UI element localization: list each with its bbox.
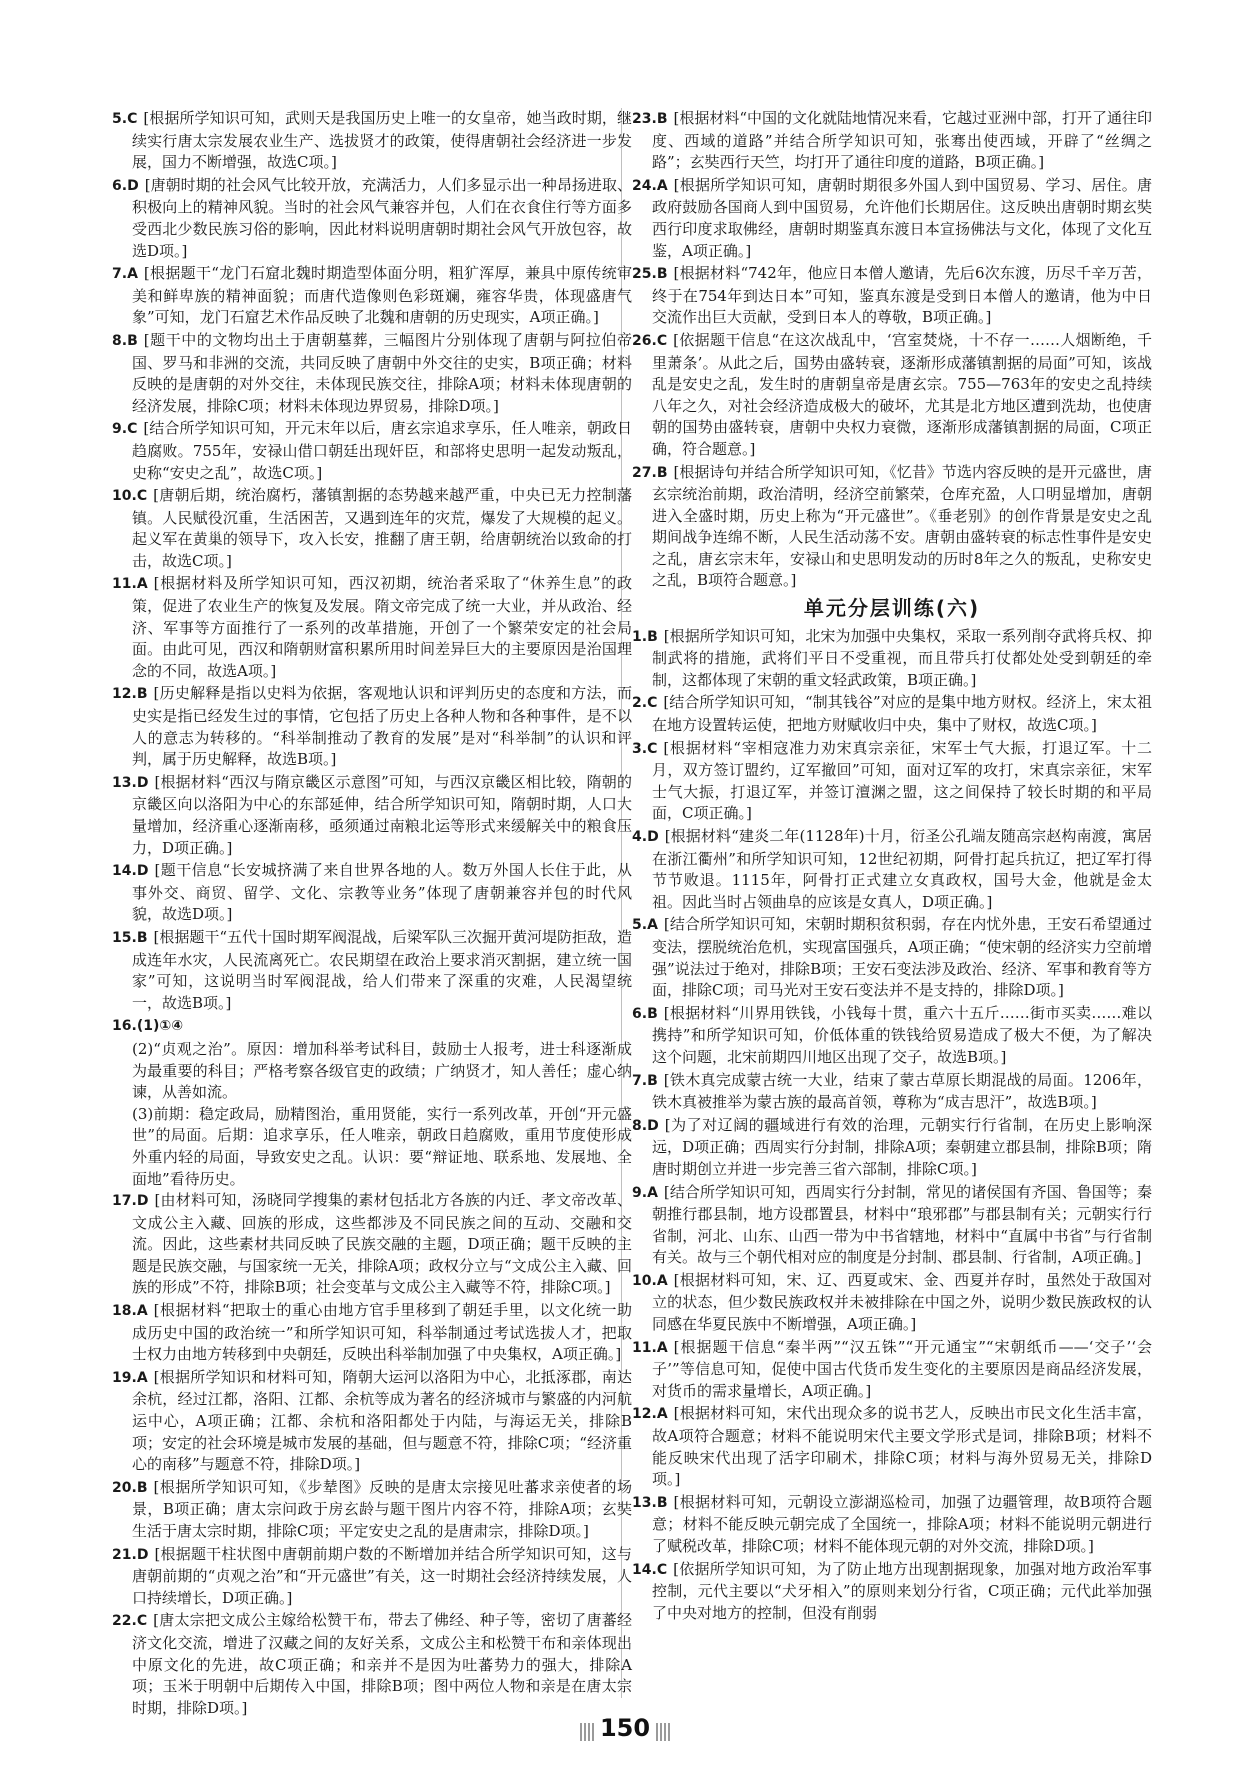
- answer-entry: [632, 175, 1152, 262]
- answer-choice: D: [647, 1117, 659, 1134]
- question-number: 5.: [632, 917, 648, 934]
- explanation-text: [根据材料“把取士的重心由地方官手里移到了朝廷手里，以文化统一助成历史中国的政治统一”和所学知识可知，科举制通过考试选拔人才，把取士权力由地方转移到中央朝廷，反映出科举制加强了中央集权，A项正确。]: [132, 1301, 632, 1364]
- answer-choice: D: [136, 863, 149, 880]
- answer-entry: [112, 1190, 632, 1299]
- question-number: 3.: [632, 740, 648, 757]
- answer-entry: [632, 1070, 1152, 1114]
- answer-entry: [632, 1559, 1152, 1625]
- explanation-text: [唐太宗把文成公主嫁给松赞干布，带去了佛经、种子等，密切了唐蕃经济文化交流，增进了汉藏之间的友好关系，文成公主和松赞干布和亲体现出中原文化的先进，故C项正确；和亲并不是因为吐蕃势力的强大，排除A项；玉米于明朝中后期传入中国，排除B项；图中两位人物和亲是在唐太宗时期，排除D项。]: [132, 1611, 632, 1717]
- answer-choice: A: [656, 1339, 668, 1356]
- answer-entry: [632, 1115, 1152, 1181]
- answer-choice: C: [127, 111, 138, 127]
- answer-choice: A: [656, 1406, 668, 1423]
- answer-entry: [112, 418, 632, 484]
- explanation-text: [根据材料“建炎二年(1128年)十月，衍圣公孔端友随高宗赵构南渡，寓居在浙江衢州”和所学知识可知，12世纪初期，阿骨打起兵抗辽，把辽军打得节节败退。1115年，阿骨打正式建立女真政权，国号大金，他就是金太祖。因此当时占领曲阜的应该是女真人，D项正确。]: [652, 827, 1152, 911]
- question-number: 2.: [632, 695, 648, 712]
- answer-entry: [632, 914, 1152, 1001]
- sub-answer: (2)“贞观之治”。原因：增加科举考试科目，鼓励士人报考，进士科逐渐成为最重要的科目；严格考察各级官吏的政绩；广纳贤才，知人善任；虚心纳谏，从善如流。: [132, 1039, 632, 1102]
- answer-choice: A: [647, 917, 658, 934]
- explanation-text: [根据材料“川界用铁钱，小钱每十贯，重六十五斤……街市买卖……难以携持”和所学知识可知，价低体重的铁钱给贸易造成了极大不便，为了解决这个问题，北宋前期四川地区出现了交子，故选B项。]: [652, 1003, 1152, 1066]
- question-number: 8.: [632, 1117, 648, 1134]
- explanation-text: [依据所学知识可知，为了防止地方出现割据现象，加强对地方政治军事控制，元代主要以“犬牙相入”的原则来划分行省，C项正确；元代此举加强了中央对地方的控制，但没有削弱: [652, 1559, 1152, 1622]
- answer-choice: B: [656, 1494, 668, 1511]
- explanation-text: [根据所学知识可知，《步辇图》反映的是唐太宗接见吐蕃求亲使者的场景，B项正确；唐太宗问政于房玄龄与题干图片内容不符，排除A项；玄奘生活于唐太宗时期，排除C项；平定安史之乱的是唐肃宗，排除D项。]: [132, 1477, 632, 1540]
- question-number: 7.: [632, 1072, 648, 1089]
- explanation-text: [由材料可知，汤晓同学搜集的素材包括北方各族的内迁、孝文帝改革、文成公主入藏、回族的形成，这些都涉及不同民族之间的互动、交融和交流。因此，这些素材共同反映了民族交融的主题，D项正确；题干反映的主题是民族交融，与国家统一无关，排除A项；政权分立与“文成公主入藏、回族的形成”不符，排除B项；社会变革与文成公主入藏等不符，排除C项。]: [132, 1191, 632, 1297]
- answer-entry: [632, 462, 1152, 593]
- question-number: 10.: [632, 1272, 657, 1289]
- explanation-text: [根据所学知识可知，北宋为加强中央集权，采取一系列削夺武将兵权、抑制武将的措施，武将们平日不受重视，而且带兵打仗都处处受到朝廷的牵制，这都体现了宋朝的重文轻武政策，B项正确。]: [652, 626, 1152, 689]
- page-number-footer: [0, 1714, 1250, 1742]
- answer-choice: D: [136, 1193, 149, 1210]
- answer-choice: A: [136, 576, 148, 593]
- explanation-text: [根据所学知识可知，武则天是我国历史上唯一的女皇帝，她当政时期，继续实行唐太宗发展农业生产、选拔贤才的政策，使得唐朝社会经济进一步发展，国力不断增强，故选C项。]: [132, 109, 632, 172]
- explanation-text: [根据题干柱状图中唐朝前期户数的不断增加并结合所学知识可知，这与唐朝前期的“贞观之治”和“开元盛世”有关，这一时期社会经济持续发展，人口持续增长，D项正确。]: [132, 1544, 632, 1607]
- answer-entry: [112, 772, 632, 859]
- answer-entry: [632, 626, 1152, 692]
- question-number: 25.: [632, 266, 657, 283]
- answer-entry: [112, 485, 632, 572]
- question-number: 21.: [112, 1546, 137, 1563]
- explanation-text: [根据诗句并结合所学知识可知，《忆昔》节选内容反映的是开元盛世，唐玄宗统治前期，政治清明，经济空前繁荣，仓库充盈，人口明显增加，唐朝进入全盛时期，历史上称为“开元盛世”。《垂老别》的创作背景是安史之乱期间战争连绵不断，人民生活动荡不安。唐朝由盛转衰的标志性事件是安史之乱，唐玄宗末年，安禄山和史思明发动的历时8年之久的叛乱，史称安史之乱，B项符合题意。]: [652, 462, 1152, 590]
- answer-choice: C: [656, 1561, 668, 1578]
- answer-entry: [632, 692, 1152, 736]
- answer-entry: [632, 1003, 1152, 1069]
- question-number: 5.: [112, 111, 128, 127]
- question-number: 15.: [112, 929, 137, 946]
- answer-choice: (1)①④: [136, 1018, 184, 1035]
- answer-choice: D: [136, 1546, 149, 1563]
- question-number: 1.: [632, 628, 648, 645]
- explanation-text: [根据所学知识和材料可知，隋朝大运河以洛阳为中心，北抵涿郡，南达余杭，经过江都，洛阳、江都、余杭等成为著名的经济城市与繁盛的内河航运中心，A项正确；江都、余杭和洛阳都处于内陆，与海运无关，排除B项；安定的社会环境是城市发展的基础，但与题意不符，排除C项；“经济重心的南移”与题意不符，排除D项。]: [132, 1367, 632, 1474]
- answer-choice: B: [127, 332, 138, 349]
- answer-entry: [112, 573, 632, 682]
- question-number: 6.: [112, 177, 128, 194]
- answer-entry: [632, 263, 1152, 329]
- right-column-top-entries: [632, 108, 1152, 592]
- page-ornament-left-icon: [580, 1723, 594, 1741]
- question-number: 24.: [632, 177, 657, 194]
- explanation-text: [根据材料“宰相寇准力劝宋真宗亲征，宋军士气大振，打退辽军。十二月，双方签订盟约，辽军撤回”可知，面对辽军的攻打，宋真宗亲征，宋军士气大振，打退辽军，并签订澶渊之盟，这之间保持了较长时期的和平局面，C项正确。]: [652, 738, 1152, 823]
- answer-entry: [632, 1337, 1152, 1403]
- answer-entry: [112, 330, 632, 417]
- explanation-text: [根据材料“742年，他应日本僧人邀请，先后6次东渡，历尽千辛万苦，终于在754年到达日本”可知，鉴真东渡是受到日本僧人的邀请，他为中日交流作出巨大贡献，受到日本人的尊敬，B项正确。]: [652, 264, 1152, 327]
- explanation-text: [结合所学知识可知，宋朝时期积贫积弱，存在内忧外患，王安石希望通过变法，摆脱统治危机，实现富国强兵，A项正确；“使宋朝的经济实力空前增强”说法过于绝对，排除B项；王安石变法涉及政治、经济、军事和教育等方面，排除C项；司马光对王安石变法并不是支持的，排除D项。]: [652, 915, 1152, 1000]
- question-number: 9.: [632, 1184, 648, 1201]
- answer-choice: D: [647, 829, 659, 845]
- question-number: 27.: [632, 464, 657, 481]
- question-number: 14.: [632, 1561, 657, 1578]
- section-title: 单元分层训练(六): [803, 596, 981, 621]
- page-ornament-right-icon: [656, 1723, 670, 1741]
- answer-choice: A: [656, 1272, 668, 1289]
- question-number: 16.: [112, 1018, 137, 1035]
- answer-entry: [632, 738, 1152, 825]
- explanation-text: [根据材料“中国的文化就陆地情况来看，它越过亚洲中部，打开了通往印度、西域的道路”并结合所学知识可知，张骞出使西域，开辟了“丝绸之路”；玄奘西行天竺，均打开了通往印度的道路，B项正确。]: [652, 109, 1153, 172]
- answer-entry: [112, 175, 632, 262]
- explanation-text: [根据材料可知，宋、辽、西夏或宋、金、西夏并存时，虽然处于敌国对立的状态，但少数民族政权并未被排除在中国之外，说明少数民族政权的认同感在华夏民族中不断增强，A项正确。]: [652, 1270, 1152, 1334]
- explanation-text: [依据题干信息“在这次战乱中，‘宫室焚烧，十不存一……人烟断绝，千里萧条’。从此之后，国势由盛转衰，逐渐形成藩镇割据的局面”可知，该战乱是安史之乱，发生时的唐朝皇帝是唐玄宗。755—763年的安史之乱持续八年之久，对社会经济造成极大的破坏，尤其是北方地区遭到洗劫，也使唐朝的国势由盛转衰，唐朝中央权力衰微，逐渐形成藩镇割据的局面，C项正确，符合题意。]: [652, 330, 1152, 458]
- question-number: 11.: [112, 576, 137, 593]
- answer-choice: A: [136, 1369, 148, 1386]
- question-number: 10.: [112, 488, 137, 505]
- answer-entry: [632, 1270, 1152, 1336]
- explanation-text: [根据材料“西汉与隋京畿区示意图”可知，与西汉京畿区相比较，隋朝的京畿区向以洛阳为中心的东部延伸，结合所学知识可知，隋朝时期，人口大量增加，经济重心逐渐南移，亟须通过南粮北运等形式来缓解关中的粮食压力，D项正确。]: [132, 772, 632, 857]
- answer-entry: [112, 108, 632, 174]
- answer-choice: B: [136, 686, 148, 703]
- answer-choice: D: [127, 177, 139, 194]
- answer-choice: C: [647, 695, 658, 712]
- explanation-text: [唐朝时期的社会风气比较开放，充满活力，人们多显示出一种昂扬进取、积极向上的精神风貌。当时的社会风气兼容并包，人们在衣食住行等方面多受西北少数民族习俗的影响，因此材料说明唐朝时期社会风气开放包容，故选D项。]: [132, 175, 632, 260]
- answer-choice: B: [656, 266, 668, 283]
- answer-choice: C: [136, 488, 148, 505]
- left-column: [112, 108, 632, 1720]
- question-number: 22.: [112, 1613, 137, 1630]
- question-number: 26.: [632, 332, 657, 349]
- answer-choice: A: [136, 1303, 148, 1320]
- answer-choice: A: [647, 1184, 658, 1201]
- explanation-text: [根据题干“龙门石窟北魏时期造型体面分明，粗犷浑厚，兼具中原传统审美和鲜卑族的精神面貌；而唐代造像则色彩斑斓，雍容华贵，体现盛唐气象”可知，龙门石窟艺术作品反映了北魏和唐朝的历史现实，A项正确。]: [132, 264, 632, 327]
- answer-entry: [112, 1544, 632, 1610]
- answer-choice: B: [647, 1072, 658, 1089]
- question-number: 7.: [112, 266, 128, 283]
- answer-choice: B: [647, 1005, 658, 1022]
- explanation-text: [铁木真完成蒙古统一大业，结束了蒙古草原长期混战的局面。1206年，铁木真被推举为蒙古族的最高首领，尊称为“成吉思汗”，故选B项。]: [652, 1070, 1152, 1112]
- page-number: 150: [599, 1714, 651, 1742]
- explanation-text: [结合所学知识可知，西周实行分封制，常见的诸侯国有齐国、鲁国等；秦朝推行郡县制，地方设郡置县，材料中“琅邪郡”与郡县制有关；元朝实行行省制，河北、山东、山西一带为中书省辖地，材料中“直属中书省”与行省制有关。故与三个朝代相对应的制度是分封制、郡县制、行省制，A项正确。]: [652, 1182, 1152, 1267]
- explanation-text: [题干中的文物均出土于唐朝墓葬，三幅图片分别体现了唐朝与阿拉伯帝国、罗马和非洲的交流，共同反映了唐朝中外交往的史实，B项正确；材料反映的是唐朝的对外交往，未体现民族交往，排除A项；材料未体现唐朝的经济发展，排除C项；材料未体现边界贸易，排除D项。]: [132, 330, 632, 415]
- answer-entry: [112, 1300, 632, 1366]
- answer-choice: C: [647, 740, 658, 757]
- answer-entry: [112, 927, 632, 1014]
- explanation-text: [根据所学知识可知，唐朝时期很多外国人到中国贸易、学习、居住。唐政府鼓励各国商人到中国贸易，允许他们长期居住。这反映出唐朝时期玄奘西行印度求取佛经，唐朝时期鉴真东渡日本宣扬佛法与文化，体现了文化互鉴，A项正确。]: [652, 175, 1152, 260]
- answer-entry: [112, 1477, 632, 1543]
- question-number: 18.: [112, 1303, 137, 1320]
- answer-choice: A: [656, 177, 668, 194]
- explanation-text: [根据题干信息“秦半两”“汉五铢”“开元通宝”“宋朝纸币——‘交子’‘会子’”等信息可知，促使中国古代货币发生变化的主要原因是商品经济发展，对货币的需求量增长，A项正确。]: [652, 1337, 1152, 1400]
- explanation-text: [历史解释是指以史料为依据，客观地认识和评判历史的态度和方法，而史实是指已经发生过的事情，它包括了历史上各种人物和各种事件，是不以人的意志为转移的。“科举制推动了教育的发展”是对“科举制”的认识和评判，属于历史解释，故选B项。]: [132, 684, 632, 769]
- explanation-text: [根据题干“五代十国时期军阀混战，后梁军队三次掘开黄河堤防拒敌，造成连年水灾，人民流离死亡。农民期望在政治上要求消灭割据，建立统一国家”可知，这说明当时军阀混战，给人们带来了深重的灾难，人民渴望统一，故选B项。]: [132, 927, 633, 1012]
- answer-choice: C: [656, 332, 668, 349]
- answer-entry: [112, 1610, 632, 1719]
- explanation-text: [结合所学知识可知，开元末年以后，唐玄宗追求享乐，任人唯亲，朝政日趋腐败。755年，安禄山借口朝廷出现奸臣，和部将史思明一起发动叛乱，史称“安史之乱”，故选C项。]: [132, 419, 632, 482]
- answer-choice: A: [127, 266, 138, 283]
- answer-choice: C: [136, 1613, 148, 1630]
- answer-choice: D: [136, 774, 149, 791]
- question-number: 23.: [632, 111, 657, 127]
- explanation-text: [题干信息“长安城挤满了来自世界各地的人。数万外国人长住于此，从事外交、商贸、留学、文化、宗教等业务”体现了唐朝兼容并包的时代风貌，故选D项。]: [132, 861, 632, 924]
- question-number: 6.: [632, 1005, 648, 1022]
- answer-entry: [112, 860, 632, 926]
- question-number: 11.: [632, 1339, 657, 1356]
- answer-entry: [112, 1367, 632, 1476]
- explanation-text: [唐朝后期，统治腐朽，藩镇割据的态势越来越严重，中央已无力控制藩镇。人民赋役沉重，生活困苦，又遇到连年的灾荒，爆发了大规模的起义。起义军在黄巢的领导下，攻入长安，推翻了唐王朝，给唐朝统治以致命的打击，故选C项。]: [132, 486, 632, 570]
- question-number: 14.: [112, 863, 137, 880]
- answer-entry: [632, 826, 1152, 913]
- question-number: 8.: [112, 332, 128, 349]
- sub-answer: (3)前期：稳定政局，励精图治，重用贤能，实行一系列改革，开创“开元盛世”的局面。后期：追求享乐，任人唯亲，朝政日趋腐败，重用节度使形成外重内轻的局面，导致安史之乱。认识：要“辩证地、联系地、发展地、全面地”看待历史。: [132, 1104, 632, 1188]
- question-number: 17.: [112, 1193, 137, 1210]
- answer-choice: B: [656, 111, 668, 127]
- answer-entry: [632, 330, 1152, 461]
- answer-choice: B: [136, 1479, 148, 1496]
- right-column-bottom-entries: [632, 626, 1152, 1625]
- question-number: 9.: [112, 421, 128, 438]
- right-column: [632, 108, 1152, 1625]
- answer-choice: B: [656, 464, 668, 481]
- question-number: 4.: [632, 829, 648, 845]
- answer-choice: B: [136, 929, 148, 946]
- answer-entry: [112, 1015, 632, 1038]
- answer-entry: [632, 108, 1152, 174]
- question-number: 13.: [112, 774, 137, 791]
- answer-entry: [632, 1182, 1152, 1269]
- question-number: 12.: [632, 1406, 657, 1423]
- explanation-text: [根据材料及所学知识可知，西汉初期，统治者采取了“休养生息”的政策，促进了农业生产的恢复及发展。隋文帝完成了统一大业，并从政治、经济、军事等方面推行了一系列的改革措施，开创了一个繁荣安定的社会局面。由此可见，西汉和隋朝财富积累所用时间差异巨大的主要原因是治国理念的不同，故选A项。]: [132, 574, 632, 680]
- explanation-text: [根据材料可知，宋代出现众多的说书艺人，反映出市民文化生活丰富，故A项符合题意；材料不能说明宋代主要文学形式是词，排除B项；材料不能反映宋代出现了活字印刷术，排除C项；材料与海外贸易无关，排除D项。]: [652, 1404, 1152, 1489]
- answer-entry: [632, 1403, 1152, 1490]
- answer-choice: C: [127, 421, 138, 438]
- question-number: 13.: [632, 1494, 657, 1511]
- answer-choice: B: [647, 628, 658, 645]
- question-number: 12.: [112, 686, 137, 703]
- question-number: 20.: [112, 1479, 137, 1496]
- explanation-text: [为了对辽阔的疆域进行有效的治理，元朝实行行省制，在历史上影响深远，D项正确；西周实行分封制，排除A项；秦朝建立郡县制，排除B项；隋唐时期创立并进一步完善三省六部制，排除C项。]: [652, 1115, 1152, 1178]
- question-number: 19.: [112, 1369, 137, 1386]
- answer-entry: [112, 263, 632, 329]
- answer-entry: [112, 683, 632, 770]
- explanation-text: [结合所学知识可知，“制其钱谷”对应的是集中地方财权。经济上，宋太祖在地方设置转运使，把地方财赋收归中央，集中了财权，故选C项。]: [652, 693, 1152, 735]
- answer-entry: [632, 1492, 1152, 1558]
- explanation-text: [根据材料可知，元朝设立澎湖巡检司，加强了边疆管理，故B项符合题意；材料不能反映元朝完成了全国统一，排除A项；材料不能说明元朝进行了赋税改革，排除C项；材料不能体现元朝的对外交流，排除D项。]: [652, 1492, 1152, 1555]
